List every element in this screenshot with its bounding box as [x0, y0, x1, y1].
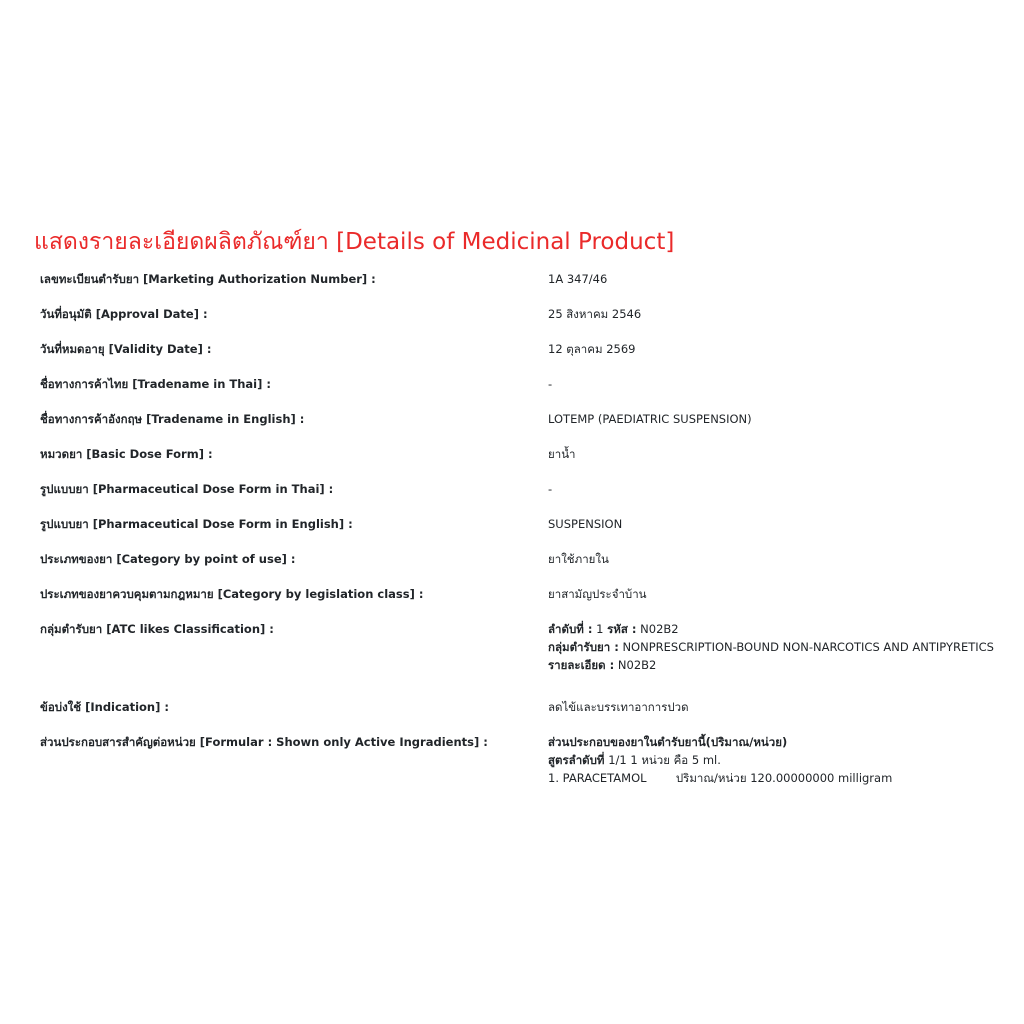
- atc-detail-label: รายละเอียด :: [548, 658, 615, 672]
- formula-recipe-value: 1/1 1 หน่วย คือ 5 ml.: [608, 753, 721, 767]
- detail-value: ยาสามัญประจำบ้าน: [548, 587, 647, 601]
- detail-label: รูปแบบยา [Pharmaceutical Dose Form in English] :: [40, 517, 353, 531]
- detail-row-legislation-class: [40, 577, 1020, 612]
- product-details: [40, 262, 1020, 785]
- atc-detail-line: [548, 656, 1024, 674]
- detail-value: ลดไข้และบรรเทาอาการปวด: [548, 700, 689, 714]
- detail-row-tradename-english: [40, 402, 1020, 437]
- atc-order-line: [548, 620, 1024, 638]
- atc-value-block: [548, 620, 1024, 674]
- formula-value-block: [548, 733, 1024, 787]
- detail-value: 12 ตุลาคม 2569: [548, 342, 636, 356]
- ingredient-amount-value: 120.00000000 milligram: [750, 771, 893, 785]
- atc-group-value: NONPRESCRIPTION-BOUND NON-NARCOTICS AND ANTIPYRETICS: [622, 640, 994, 654]
- detail-label: กลุ่มตำรับยา [ATC likes Classification] :: [40, 622, 274, 636]
- ingredient-amount-label: ปริมาณ/หน่วย: [675, 771, 747, 785]
- detail-label: รูปแบบยา [Pharmaceutical Dose Form in Thai] :: [40, 482, 334, 496]
- detail-label: ประเภทของยาควบคุมตามกฎหมาย [Category by legislation class] :: [40, 587, 424, 601]
- detail-value: 1A 347/46: [548, 272, 608, 286]
- detail-label: ข้อบ่งใช้ [Indication] :: [40, 700, 169, 714]
- detail-row-dose-form-thai: [40, 472, 1020, 507]
- detail-label: ประเภทของยา [Category by point of use] :: [40, 552, 296, 566]
- atc-group-line: [548, 638, 1024, 656]
- detail-row-formula: [40, 725, 1020, 785]
- detail-value: 25 สิงหาคม 2546: [548, 307, 642, 321]
- formula-recipe-label: สูตรลำดับที่: [548, 753, 605, 767]
- detail-row-marketing-authorization-number: [40, 262, 1020, 297]
- detail-value: ยาใช้ภายใน: [548, 552, 609, 566]
- detail-row-indication: [40, 690, 1020, 725]
- ingredient-name: 1. PARACETAMOL: [548, 771, 647, 785]
- atc-group-label: กลุ่มตำรับยา :: [548, 640, 619, 654]
- detail-row-atc-classification: [40, 612, 1020, 690]
- detail-row-approval-date: [40, 297, 1020, 332]
- detail-value: ยาน้ำ: [548, 447, 576, 461]
- detail-label: วันที่หมดอายุ [Validity Date] :: [40, 342, 212, 356]
- formula-ingredient-line: [548, 769, 1024, 787]
- detail-label: วันที่อนุมัติ [Approval Date] :: [40, 307, 208, 321]
- detail-row-category-by-point-of-use: [40, 542, 1020, 577]
- atc-code-label: รหัส :: [607, 622, 637, 636]
- atc-detail-value: N02B2: [617, 658, 657, 672]
- formula-recipe-line: [548, 751, 1024, 769]
- detail-row-validity-date: [40, 332, 1020, 367]
- atc-order-value: 1: [596, 622, 604, 636]
- page-title: แสดงรายละเอียดผลิตภัณฑ์ยา [Details of Medicinal Product]: [34, 229, 675, 255]
- detail-label: ชื่อทางการค้าอังกฤษ [Tradename in English] :: [40, 412, 305, 426]
- formula-heading: ส่วนประกอบของยาในตำรับยานี้(ปริมาณ/หน่วย): [548, 735, 788, 749]
- detail-value: -: [548, 482, 553, 496]
- detail-row-basic-dose-form: [40, 437, 1020, 472]
- atc-code-value: N02B2: [640, 622, 679, 636]
- atc-order-label: ลำดับที่ :: [548, 622, 593, 636]
- detail-row-tradename-thai: [40, 367, 1020, 402]
- detail-row-dose-form-english: [40, 507, 1020, 542]
- detail-label: ชื่อทางการค้าไทย [Tradename in Thai] :: [40, 377, 271, 391]
- detail-value: LOTEMP (PAEDIATRIC SUSPENSION): [548, 412, 752, 426]
- detail-value: -: [548, 377, 553, 391]
- detail-label: หมวดยา [Basic Dose Form] :: [40, 447, 213, 461]
- detail-label: ส่วนประกอบสารสำคัญต่อหน่วย [Formular : Shown only Active Ingradients] :: [40, 735, 488, 749]
- detail-value: SUSPENSION: [548, 517, 623, 531]
- detail-label: เลขทะเบียนตำรับยา [Marketing Authorization Number] :: [40, 272, 376, 286]
